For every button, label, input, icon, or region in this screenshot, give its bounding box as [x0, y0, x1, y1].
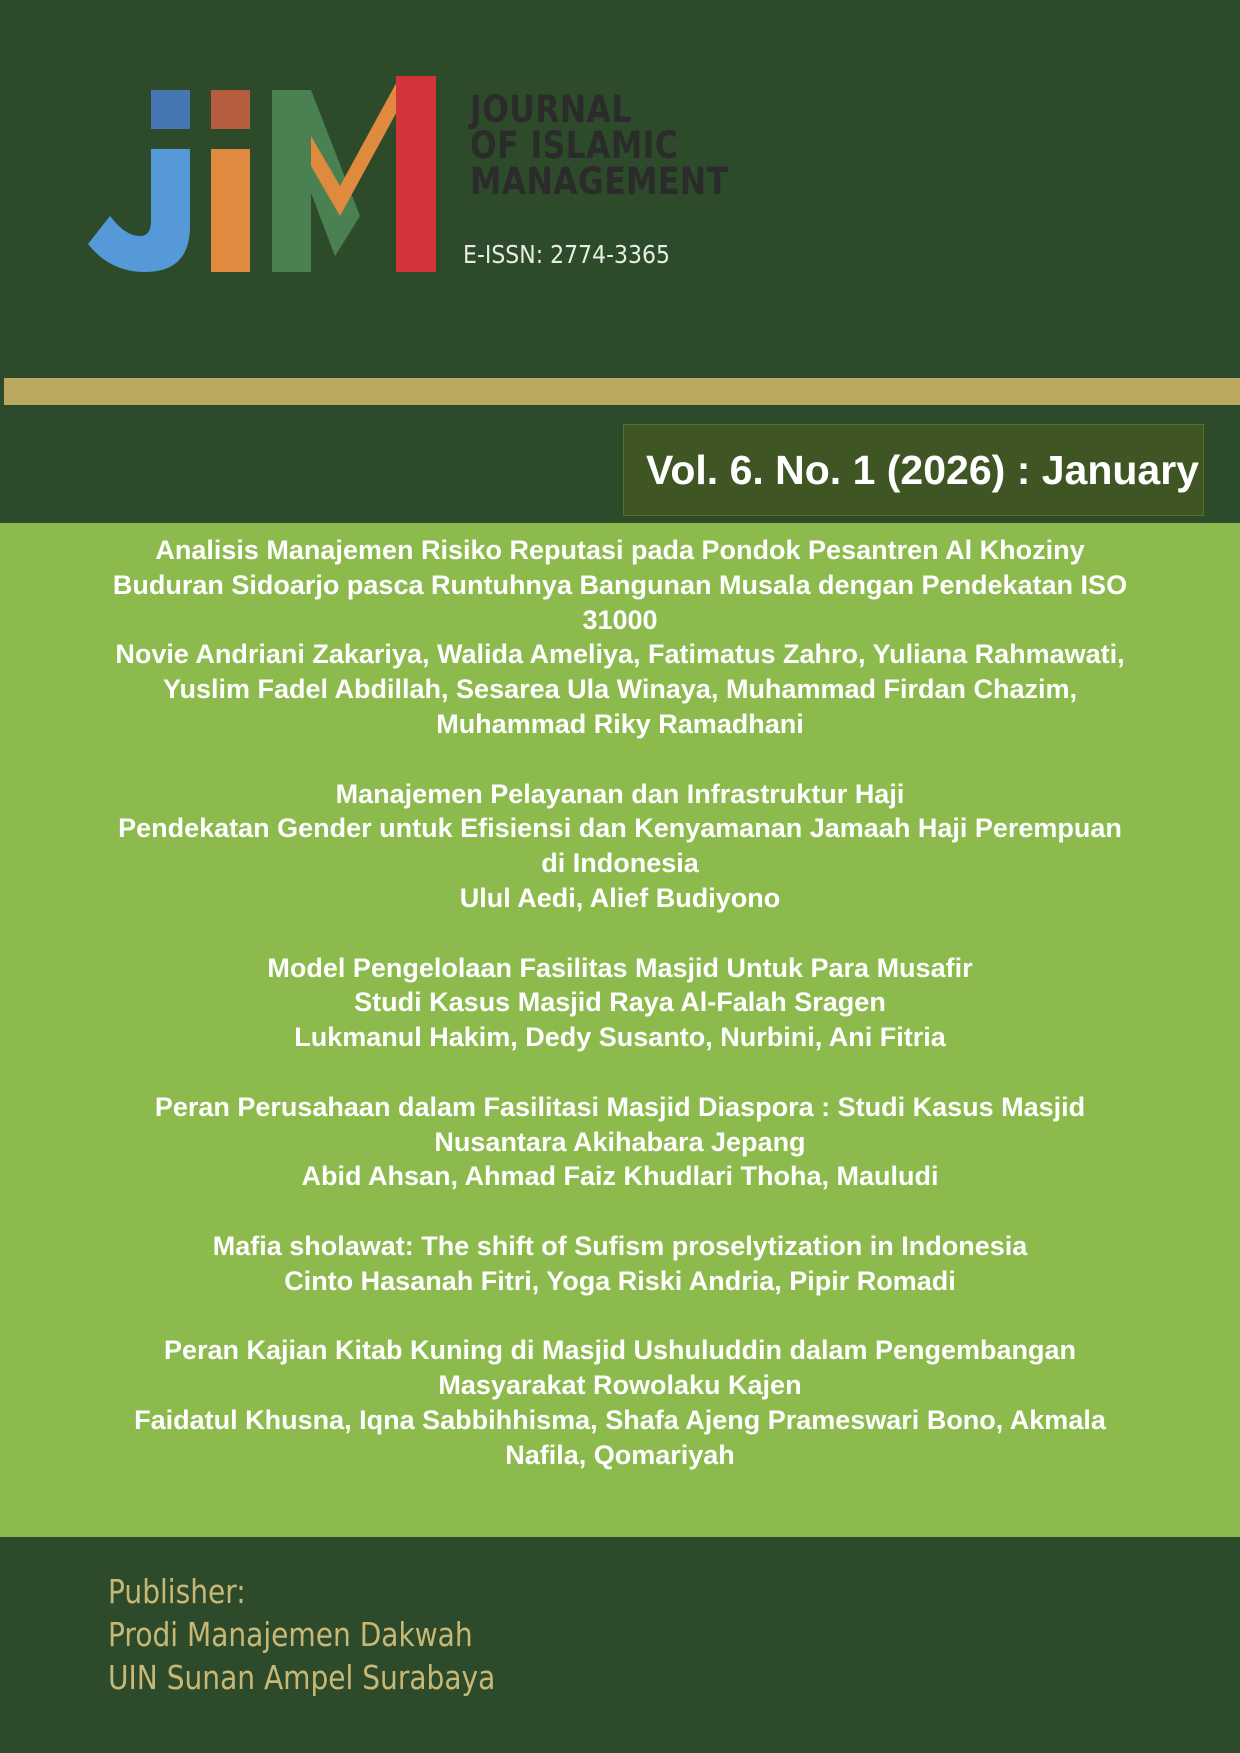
journal-name-line: JOURNAL [470, 88, 632, 131]
divider-band [4, 378, 1240, 405]
journal-name-line: OF ISLAMIC [470, 124, 679, 167]
article-title: Peran Perusahaan dalam Fasilitasi Masjid Diaspora : Studi Kasus Masjid Nusantara Akihabara Jepang [154, 1091, 1086, 1157]
article-authors: Novie Andriani Zakariya, Walida Ameliya, Fatimatus Zahro, Yuliana Rahmawati, Yuslim Fadel Abdillah, Sesarea Ula Winaya, Muhammad Firdan Chazim, Muhammad Riky Ramadhani [115, 639, 1125, 739]
article-authors: Ulul Aedi, Alief Budiyono [459, 882, 781, 913]
article-title: Mafia sholawat: The shift of Sufism proselytization in Indonesia [212, 1230, 1028, 1261]
article-title: Manajemen Pelayanan dan Infrastruktur Haji Pendekatan Gender untuk Efisiensi dan Kenyamanan Jamaah Haji Perempuan di Indonesia [118, 778, 1122, 879]
article-entry [0, 1090, 1240, 1194]
article-entry [0, 533, 1240, 742]
article-authors: Faidatul Khusna, Iqna Sabbihhisma, Shafa Ajeng Prameswari Bono, Akmala Nafila, Qomariyah [134, 1404, 1106, 1470]
publisher-info [108, 1570, 495, 1699]
issn: E-ISSN: 2774-3365 [463, 240, 671, 269]
article-authors: Cinto Hasanah Fitri, Yoga Riski Andria, Pipir Romadi [284, 1265, 956, 1296]
article-entry [0, 1333, 1240, 1472]
article-authors: Lukmanul Hakim, Dedy Susanto, Nurbini, Ani Fitria [294, 1022, 946, 1053]
article-entry [0, 777, 1240, 916]
publisher-label: Publisher: [108, 1572, 246, 1611]
publisher-line: Prodi Manajemen Dakwah [108, 1615, 473, 1654]
journal-name-line: MANAGEMENT [470, 160, 729, 203]
article-title: Analisis Manajemen Risiko Reputasi pada Pondok Pesantren Al Khoziny Buduran Sidoarjo pasca Runtuhnya Bangunan Musala dengan Pendekatan ISO 31000 [112, 535, 1128, 635]
issue-box [623, 424, 1204, 516]
article-list [0, 523, 1240, 1537]
article-authors: Abid Ahsan, Ahmad Faiz Khudlari Thoha, Mauludi [301, 1161, 939, 1192]
article-entry [0, 951, 1240, 1055]
publisher-line: UIN Sunan Ampel Surabaya [108, 1658, 496, 1697]
article-title: Peran Kajian Kitab Kuning di Masjid Ushuluddin dalam Pengembangan Masyarakat Rowolaku Kajen [163, 1335, 1077, 1401]
article-entry [0, 1229, 1240, 1299]
journal-name [470, 88, 729, 203]
issue-label: Vol. 6. No. 1 (2026) : January [646, 446, 1199, 493]
jim-logo [70, 76, 436, 272]
article-title: Model Pengelolaan Fasilitas Masjid Untuk Para Musafir Studi Kasus Masjid Raya Al-Falah Sragen [267, 952, 973, 1018]
